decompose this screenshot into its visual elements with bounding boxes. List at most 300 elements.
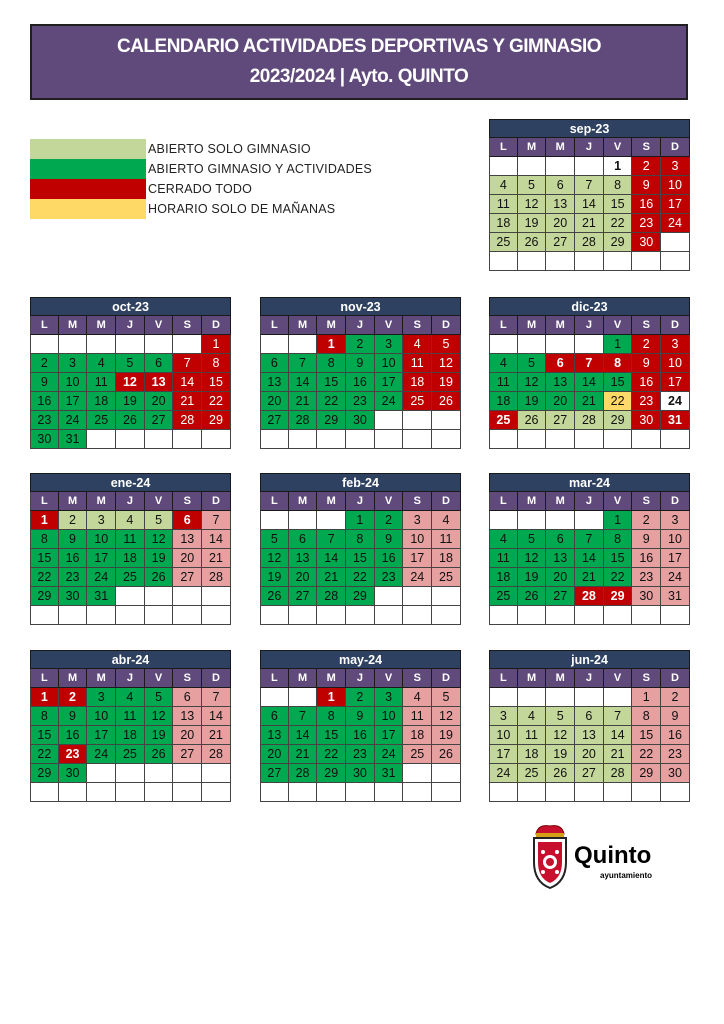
day-cell: 15	[346, 549, 375, 568]
day-cell: 17	[87, 549, 116, 568]
title-line-1: CALENDARIO ACTIVIDADES DEPORTIVAS Y GIMNASIO	[116, 36, 601, 57]
weekday-header: M	[518, 316, 547, 335]
day-cell: 12	[518, 373, 547, 392]
day-cell: 20	[575, 745, 604, 764]
month-calendar-mar-24	[489, 473, 690, 625]
weekday-header: M	[59, 492, 88, 511]
day-cell: 4	[116, 511, 145, 530]
month-header: feb-24	[260, 473, 461, 492]
empty-cell	[145, 606, 174, 625]
weekday-header: L	[489, 138, 518, 157]
empty-cell	[289, 606, 318, 625]
weekday-header: J	[575, 316, 604, 335]
day-cell: 19	[546, 745, 575, 764]
day-cell: 26	[518, 233, 547, 252]
empty-cell	[375, 606, 404, 625]
empty-cell	[145, 335, 174, 354]
day-cell: 15	[202, 373, 231, 392]
day-cell: 1	[604, 157, 633, 176]
empty-cell	[260, 430, 289, 449]
day-cell: 4	[489, 354, 518, 373]
empty-cell	[489, 252, 518, 271]
empty-cell	[546, 430, 575, 449]
empty-cell	[575, 606, 604, 625]
empty-cell	[575, 511, 604, 530]
day-cell: 4	[489, 530, 518, 549]
day-cell: 17	[375, 726, 404, 745]
empty-cell	[546, 511, 575, 530]
day-cell: 29	[604, 233, 633, 252]
empty-cell	[604, 430, 633, 449]
empty-cell	[173, 335, 202, 354]
month-calendar-feb-24	[260, 473, 461, 625]
day-cell: 13	[575, 726, 604, 745]
empty-cell	[30, 606, 59, 625]
day-cell: 20	[546, 392, 575, 411]
day-cell: 8	[346, 530, 375, 549]
month-header: ene-24	[30, 473, 231, 492]
empty-cell	[202, 587, 231, 606]
empty-cell	[661, 606, 690, 625]
weekday-header: S	[403, 492, 432, 511]
day-cell: 29	[604, 587, 633, 606]
day-cell: 7	[202, 511, 231, 530]
day-cell: 10	[375, 707, 404, 726]
day-cell: 28	[575, 411, 604, 430]
day-cell: 4	[116, 688, 145, 707]
empty-cell	[145, 764, 174, 783]
day-cell: 12	[116, 373, 145, 392]
day-cell: 31	[87, 587, 116, 606]
empty-cell	[575, 783, 604, 802]
day-cell: 25	[403, 745, 432, 764]
day-cell: 18	[518, 745, 547, 764]
weekday-header: V	[604, 492, 633, 511]
weekday-header: S	[173, 316, 202, 335]
day-cell: 11	[489, 373, 518, 392]
day-grid	[489, 316, 690, 449]
day-cell: 2	[59, 511, 88, 530]
empty-cell	[518, 783, 547, 802]
weekday-header: J	[346, 669, 375, 688]
weekday-header: M	[317, 669, 346, 688]
day-cell: 18	[432, 549, 461, 568]
day-cell: 25	[489, 411, 518, 430]
empty-cell	[260, 783, 289, 802]
day-cell: 1	[317, 688, 346, 707]
day-cell: 17	[661, 373, 690, 392]
day-cell: 10	[87, 530, 116, 549]
legend-item-closed	[30, 179, 372, 199]
weekday-header: L	[260, 669, 289, 688]
day-cell: 10	[661, 354, 690, 373]
empty-cell	[289, 430, 318, 449]
day-cell: 2	[632, 511, 661, 530]
weekday-header: M	[317, 492, 346, 511]
day-cell: 9	[632, 354, 661, 373]
empty-cell	[575, 688, 604, 707]
day-grid	[489, 669, 690, 802]
title-line-2: 2023/2024 | Ayto. QUINTO	[249, 66, 469, 87]
day-cell: 15	[317, 726, 346, 745]
day-grid	[260, 492, 461, 625]
day-cell: 8	[632, 707, 661, 726]
day-cell: 14	[317, 549, 346, 568]
legend-label: CERRADO TODO	[148, 182, 253, 196]
month-calendar-dic-23	[489, 297, 690, 449]
legend-swatch	[30, 139, 146, 159]
day-cell: 26	[518, 587, 547, 606]
day-cell: 3	[661, 335, 690, 354]
day-cell: 21	[575, 392, 604, 411]
weekday-header: L	[30, 316, 59, 335]
weekday-header: J	[346, 316, 375, 335]
day-cell: 24	[489, 764, 518, 783]
day-cell: 29	[202, 411, 231, 430]
empty-cell	[87, 606, 116, 625]
empty-cell	[59, 606, 88, 625]
day-cell: 9	[346, 354, 375, 373]
day-cell: 6	[145, 354, 174, 373]
day-cell: 10	[403, 530, 432, 549]
empty-cell	[489, 606, 518, 625]
empty-cell	[317, 430, 346, 449]
day-cell: 7	[575, 176, 604, 195]
day-cell: 1	[317, 335, 346, 354]
day-cell: 4	[489, 176, 518, 195]
day-cell: 1	[632, 688, 661, 707]
day-cell: 25	[116, 568, 145, 587]
legend-swatch	[30, 199, 146, 219]
day-cell: 30	[59, 764, 88, 783]
day-cell: 19	[145, 726, 174, 745]
day-cell: 11	[489, 549, 518, 568]
day-cell: 9	[346, 707, 375, 726]
legend-swatch	[30, 159, 146, 179]
day-cell: 18	[489, 214, 518, 233]
day-cell: 23	[632, 392, 661, 411]
day-cell: 24	[87, 568, 116, 587]
legend-item-gym-only	[30, 139, 372, 159]
empty-cell	[375, 587, 404, 606]
day-cell: 9	[661, 707, 690, 726]
day-cell: 8	[30, 530, 59, 549]
empty-cell	[546, 252, 575, 271]
day-cell: 16	[632, 195, 661, 214]
empty-cell	[489, 430, 518, 449]
day-cell: 11	[403, 707, 432, 726]
empty-cell	[116, 335, 145, 354]
day-cell: 28	[575, 587, 604, 606]
day-grid	[489, 138, 690, 271]
day-cell: 31	[375, 764, 404, 783]
day-cell: 10	[489, 726, 518, 745]
empty-cell	[289, 511, 318, 530]
empty-cell	[546, 335, 575, 354]
day-cell: 22	[202, 392, 231, 411]
day-cell: 3	[403, 511, 432, 530]
empty-cell	[604, 783, 633, 802]
empty-cell	[403, 606, 432, 625]
day-cell: 2	[346, 688, 375, 707]
day-cell: 13	[546, 195, 575, 214]
day-cell: 27	[546, 233, 575, 252]
weekday-header: L	[489, 316, 518, 335]
weekday-header: L	[260, 316, 289, 335]
empty-cell	[289, 688, 318, 707]
day-cell: 1	[30, 511, 59, 530]
empty-cell	[575, 430, 604, 449]
day-cell: 21	[575, 568, 604, 587]
day-cell: 25	[432, 568, 461, 587]
day-cell: 17	[87, 726, 116, 745]
empty-cell	[289, 783, 318, 802]
day-cell: 27	[260, 411, 289, 430]
day-cell: 6	[260, 354, 289, 373]
day-cell: 7	[289, 707, 318, 726]
weekday-header: S	[632, 669, 661, 688]
month-header: may-24	[260, 650, 461, 669]
empty-cell	[173, 430, 202, 449]
day-cell: 15	[30, 726, 59, 745]
day-grid	[260, 316, 461, 449]
weekday-header: D	[661, 138, 690, 157]
day-cell: 23	[346, 392, 375, 411]
day-cell: 25	[403, 392, 432, 411]
day-cell: 23	[346, 745, 375, 764]
day-cell: 2	[346, 335, 375, 354]
empty-cell	[375, 430, 404, 449]
empty-cell	[145, 430, 174, 449]
day-cell: 28	[604, 764, 633, 783]
empty-cell	[59, 335, 88, 354]
day-cell: 26	[145, 568, 174, 587]
day-cell: 9	[632, 176, 661, 195]
month-header: dic-23	[489, 297, 690, 316]
legend-label: ABIERTO SOLO GIMNASIO	[148, 142, 311, 156]
day-cell: 7	[173, 354, 202, 373]
empty-cell	[575, 252, 604, 271]
day-cell: 23	[375, 568, 404, 587]
day-cell: 5	[546, 707, 575, 726]
weekday-header: M	[289, 492, 318, 511]
day-cell: 3	[87, 511, 116, 530]
day-cell: 2	[661, 688, 690, 707]
day-cell: 5	[432, 335, 461, 354]
day-cell: 7	[575, 354, 604, 373]
empty-cell	[173, 783, 202, 802]
day-cell: 16	[59, 549, 88, 568]
weekday-header: D	[661, 316, 690, 335]
month-header: jun-24	[489, 650, 690, 669]
empty-cell	[546, 783, 575, 802]
day-cell: 23	[632, 568, 661, 587]
empty-cell	[317, 606, 346, 625]
legend-swatch	[30, 179, 146, 199]
legend-item-gym-and-activities	[30, 159, 372, 179]
day-cell: 8	[604, 530, 633, 549]
empty-cell	[346, 606, 375, 625]
day-cell: 4	[403, 688, 432, 707]
day-cell: 18	[116, 726, 145, 745]
day-cell: 8	[604, 176, 633, 195]
empty-cell	[518, 511, 547, 530]
empty-cell	[489, 783, 518, 802]
day-cell: 20	[546, 214, 575, 233]
logo-name: Quinto	[574, 842, 652, 869]
day-cell: 12	[518, 549, 547, 568]
day-cell: 7	[604, 707, 633, 726]
day-cell: 1	[604, 335, 633, 354]
weekday-header: M	[546, 669, 575, 688]
day-cell: 2	[632, 335, 661, 354]
weekday-header: D	[661, 669, 690, 688]
day-cell: 11	[432, 530, 461, 549]
empty-cell	[202, 764, 231, 783]
empty-cell	[145, 783, 174, 802]
day-cell: 6	[289, 530, 318, 549]
weekday-header: J	[346, 492, 375, 511]
day-cell: 14	[173, 373, 202, 392]
day-cell: 10	[375, 354, 404, 373]
day-cell: 11	[403, 354, 432, 373]
weekday-header: S	[632, 316, 661, 335]
day-cell: 12	[432, 707, 461, 726]
empty-cell	[317, 511, 346, 530]
day-cell: 14	[575, 549, 604, 568]
day-cell: 26	[116, 411, 145, 430]
empty-cell	[489, 511, 518, 530]
empty-cell	[375, 783, 404, 802]
weekday-header: V	[375, 492, 404, 511]
day-cell: 14	[575, 373, 604, 392]
day-cell: 9	[30, 373, 59, 392]
weekday-header: M	[289, 316, 318, 335]
weekday-header: D	[432, 316, 461, 335]
day-cell: 12	[145, 530, 174, 549]
day-cell: 4	[518, 707, 547, 726]
empty-cell	[403, 764, 432, 783]
day-cell: 14	[289, 373, 318, 392]
day-cell: 13	[260, 373, 289, 392]
day-cell: 11	[518, 726, 547, 745]
day-cell: 26	[145, 745, 174, 764]
day-cell: 28	[575, 233, 604, 252]
empty-cell	[116, 430, 145, 449]
weekday-header: V	[375, 669, 404, 688]
day-cell: 9	[632, 530, 661, 549]
day-cell: 12	[546, 726, 575, 745]
day-cell: 20	[145, 392, 174, 411]
month-calendar-sep-23	[489, 119, 690, 271]
weekday-header: D	[202, 492, 231, 511]
day-cell: 11	[87, 373, 116, 392]
day-cell: 25	[87, 411, 116, 430]
empty-cell	[403, 783, 432, 802]
day-cell: 26	[260, 587, 289, 606]
empty-cell	[518, 157, 547, 176]
empty-cell	[260, 335, 289, 354]
weekday-header: L	[489, 492, 518, 511]
day-cell: 15	[30, 549, 59, 568]
weekday-header: M	[59, 316, 88, 335]
empty-cell	[346, 430, 375, 449]
day-cell: 3	[375, 688, 404, 707]
day-cell: 4	[403, 335, 432, 354]
day-cell: 5	[518, 354, 547, 373]
day-cell: 27	[575, 764, 604, 783]
day-cell: 11	[116, 530, 145, 549]
day-cell: 21	[289, 745, 318, 764]
day-cell: 3	[661, 157, 690, 176]
day-cell: 9	[59, 707, 88, 726]
empty-cell	[260, 511, 289, 530]
weekday-header: J	[116, 316, 145, 335]
empty-cell	[661, 233, 690, 252]
day-cell: 14	[202, 707, 231, 726]
day-cell: 11	[116, 707, 145, 726]
empty-cell	[145, 587, 174, 606]
day-cell: 8	[604, 354, 633, 373]
weekday-header: D	[432, 669, 461, 688]
empty-cell	[403, 411, 432, 430]
day-cell: 24	[661, 392, 690, 411]
day-cell: 26	[432, 745, 461, 764]
day-cell: 25	[489, 587, 518, 606]
day-cell: 5	[518, 176, 547, 195]
empty-cell	[116, 606, 145, 625]
day-cell: 14	[202, 530, 231, 549]
day-cell: 27	[173, 568, 202, 587]
day-cell: 2	[375, 511, 404, 530]
day-cell: 3	[661, 511, 690, 530]
empty-cell	[575, 157, 604, 176]
day-cell: 21	[202, 726, 231, 745]
day-grid	[260, 669, 461, 802]
empty-cell	[632, 252, 661, 271]
empty-cell	[489, 335, 518, 354]
weekday-header: V	[375, 316, 404, 335]
day-cell: 12	[432, 354, 461, 373]
day-cell: 2	[30, 354, 59, 373]
day-cell: 28	[202, 745, 231, 764]
day-cell: 17	[661, 549, 690, 568]
page-title	[30, 24, 688, 100]
day-cell: 13	[145, 373, 174, 392]
day-cell: 21	[173, 392, 202, 411]
empty-cell	[489, 688, 518, 707]
day-cell: 23	[30, 411, 59, 430]
day-cell: 29	[346, 587, 375, 606]
weekday-header: M	[546, 492, 575, 511]
day-cell: 24	[661, 568, 690, 587]
day-cell: 28	[317, 587, 346, 606]
weekday-header: S	[403, 669, 432, 688]
day-cell: 28	[173, 411, 202, 430]
day-cell: 28	[289, 764, 318, 783]
day-cell: 25	[116, 745, 145, 764]
empty-cell	[30, 335, 59, 354]
day-cell: 30	[632, 587, 661, 606]
day-cell: 25	[489, 233, 518, 252]
empty-cell	[661, 783, 690, 802]
empty-cell	[173, 764, 202, 783]
weekday-header: M	[518, 669, 547, 688]
day-cell: 24	[375, 392, 404, 411]
day-cell: 2	[632, 157, 661, 176]
day-cell: 17	[403, 549, 432, 568]
month-header: abr-24	[30, 650, 231, 669]
